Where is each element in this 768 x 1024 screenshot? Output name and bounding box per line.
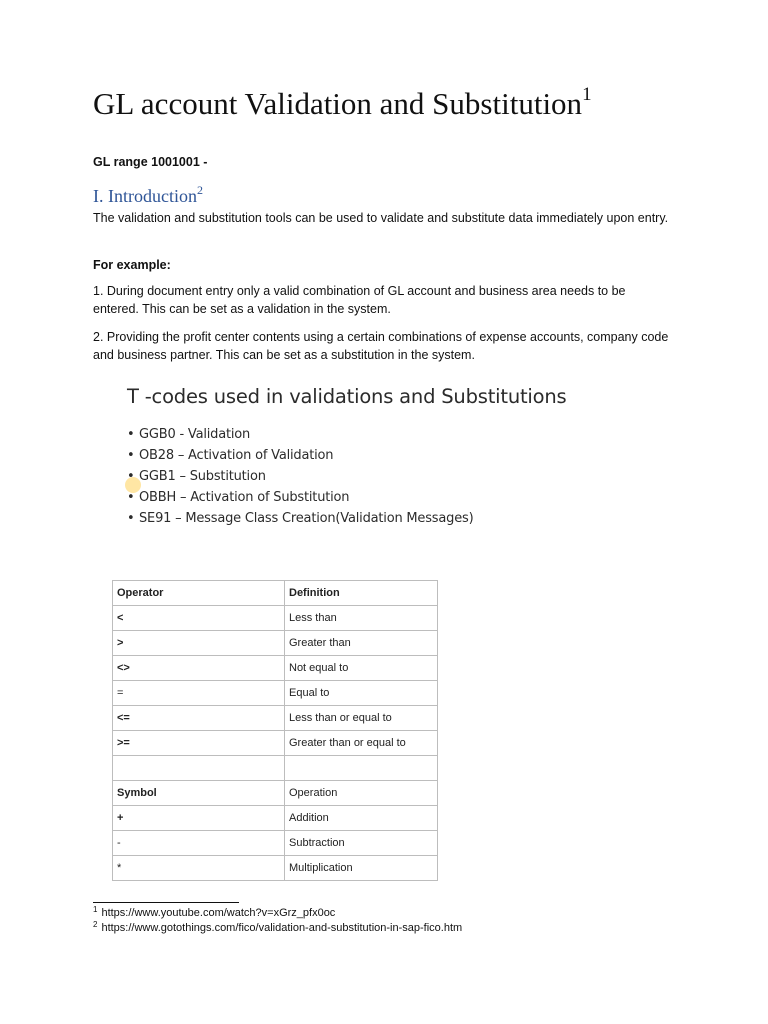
gl-range-label: GL range 1001001 - [93,155,208,169]
footnote-link[interactable]: https://www.gotothings.com/fico/validation-and-substitution-in-sap-fico.htm [101,922,463,934]
table-cell-definition: Equal to [285,681,438,706]
section-heading-introduction: I. Introduction$^2$ [93,183,203,206]
footnote-separator [93,902,239,903]
for-example-label: For example: [93,258,171,272]
tcodes-title: T -codes used in validations and Substitutions [127,385,567,408]
table-cell-symbol: - [113,831,285,856]
example-2-paragraph: 2. Providing the profit center contents using a certain combinations of expense accounts, company code and business partner. This can be set as a substitution in the system. [93,330,669,362]
tcode-item: • SE91 – Message Class Creation(Validation Messages) [127,508,587,529]
table-header-row [113,581,438,606]
table-row [113,731,438,756]
example-1-paragraph: 1. During document entry only a valid combination of GL account and business area needs to be entered. This can be set as a validation in the system. [93,284,626,316]
tcode-item: • GGB0 - Validation [127,424,587,445]
table-cell-operator: >= [113,731,285,756]
bullet-icon: • [127,490,135,505]
table-row [113,606,438,631]
bullet-icon: • [127,427,135,442]
bullet-icon: • [127,448,135,463]
tcode-item: • OBBH – Activation of Substitution [127,487,587,508]
table-cell-definition: Greater than or equal to [285,731,438,756]
table-cell-empty [285,756,438,781]
section-footnote-ref[interactable]: 2 [196,183,203,197]
footnote-link[interactable]: https://www.youtube.com/watch?v=xGrz_pfx0oc [101,907,336,919]
operators-table [112,580,438,881]
table-cell-operator: <= [113,706,285,731]
table-cell-symbol: + [113,806,285,831]
table-row [113,631,438,656]
table-cell-operator: < [113,606,285,631]
table-header-cell: Operator [113,581,285,606]
title-footnote-ref[interactable]: 1 [582,84,592,105]
tcode-item: • GGB1 – Substitution [127,466,587,487]
footnote-ref: 1 [93,905,98,914]
table-row [113,656,438,681]
table-row [113,681,438,706]
table-cell-definition: Greater than [285,631,438,656]
tcodes-image [127,385,587,529]
table-cell-operation: Subtraction [285,831,438,856]
footnote-ref: 2 [93,920,98,929]
table-subheader-cell: Operation [285,781,438,806]
table-cell-definition: Less than or equal to [285,706,438,731]
footnote-2 [93,922,462,934]
table-header-cell: Definition [285,581,438,606]
table-row [113,806,438,831]
table-subheader-row [113,781,438,806]
table-cell-definition: Not equal to [285,656,438,681]
document-title: GL account Validation and Substitution$^1$ [93,84,592,121]
table-subheader-cell: Symbol [113,781,285,806]
table-cell-operator: > [113,631,285,656]
table-row-empty [113,756,438,781]
tcode-item: • OB28 – Activation of Validation [127,445,587,466]
intro-paragraph: The validation and substitution tools can be used to validate and substitute data immediately upon entry. [93,211,669,225]
table-row [113,831,438,856]
table-cell-operator: <> [113,656,285,681]
table-row [113,706,438,731]
table-row [113,856,438,881]
table-cell-operation: Multiplication [285,856,438,881]
table-cell-operator: = [113,681,285,706]
bullet-icon: • [127,511,135,526]
tcodes-list [127,424,587,529]
bullet-icon: • [127,469,135,484]
table-cell-definition: Less than [285,606,438,631]
table-cell-symbol: * [113,856,285,881]
footnote-1 [93,907,335,919]
table-cell-empty [113,756,285,781]
table-cell-operation: Addition [285,806,438,831]
